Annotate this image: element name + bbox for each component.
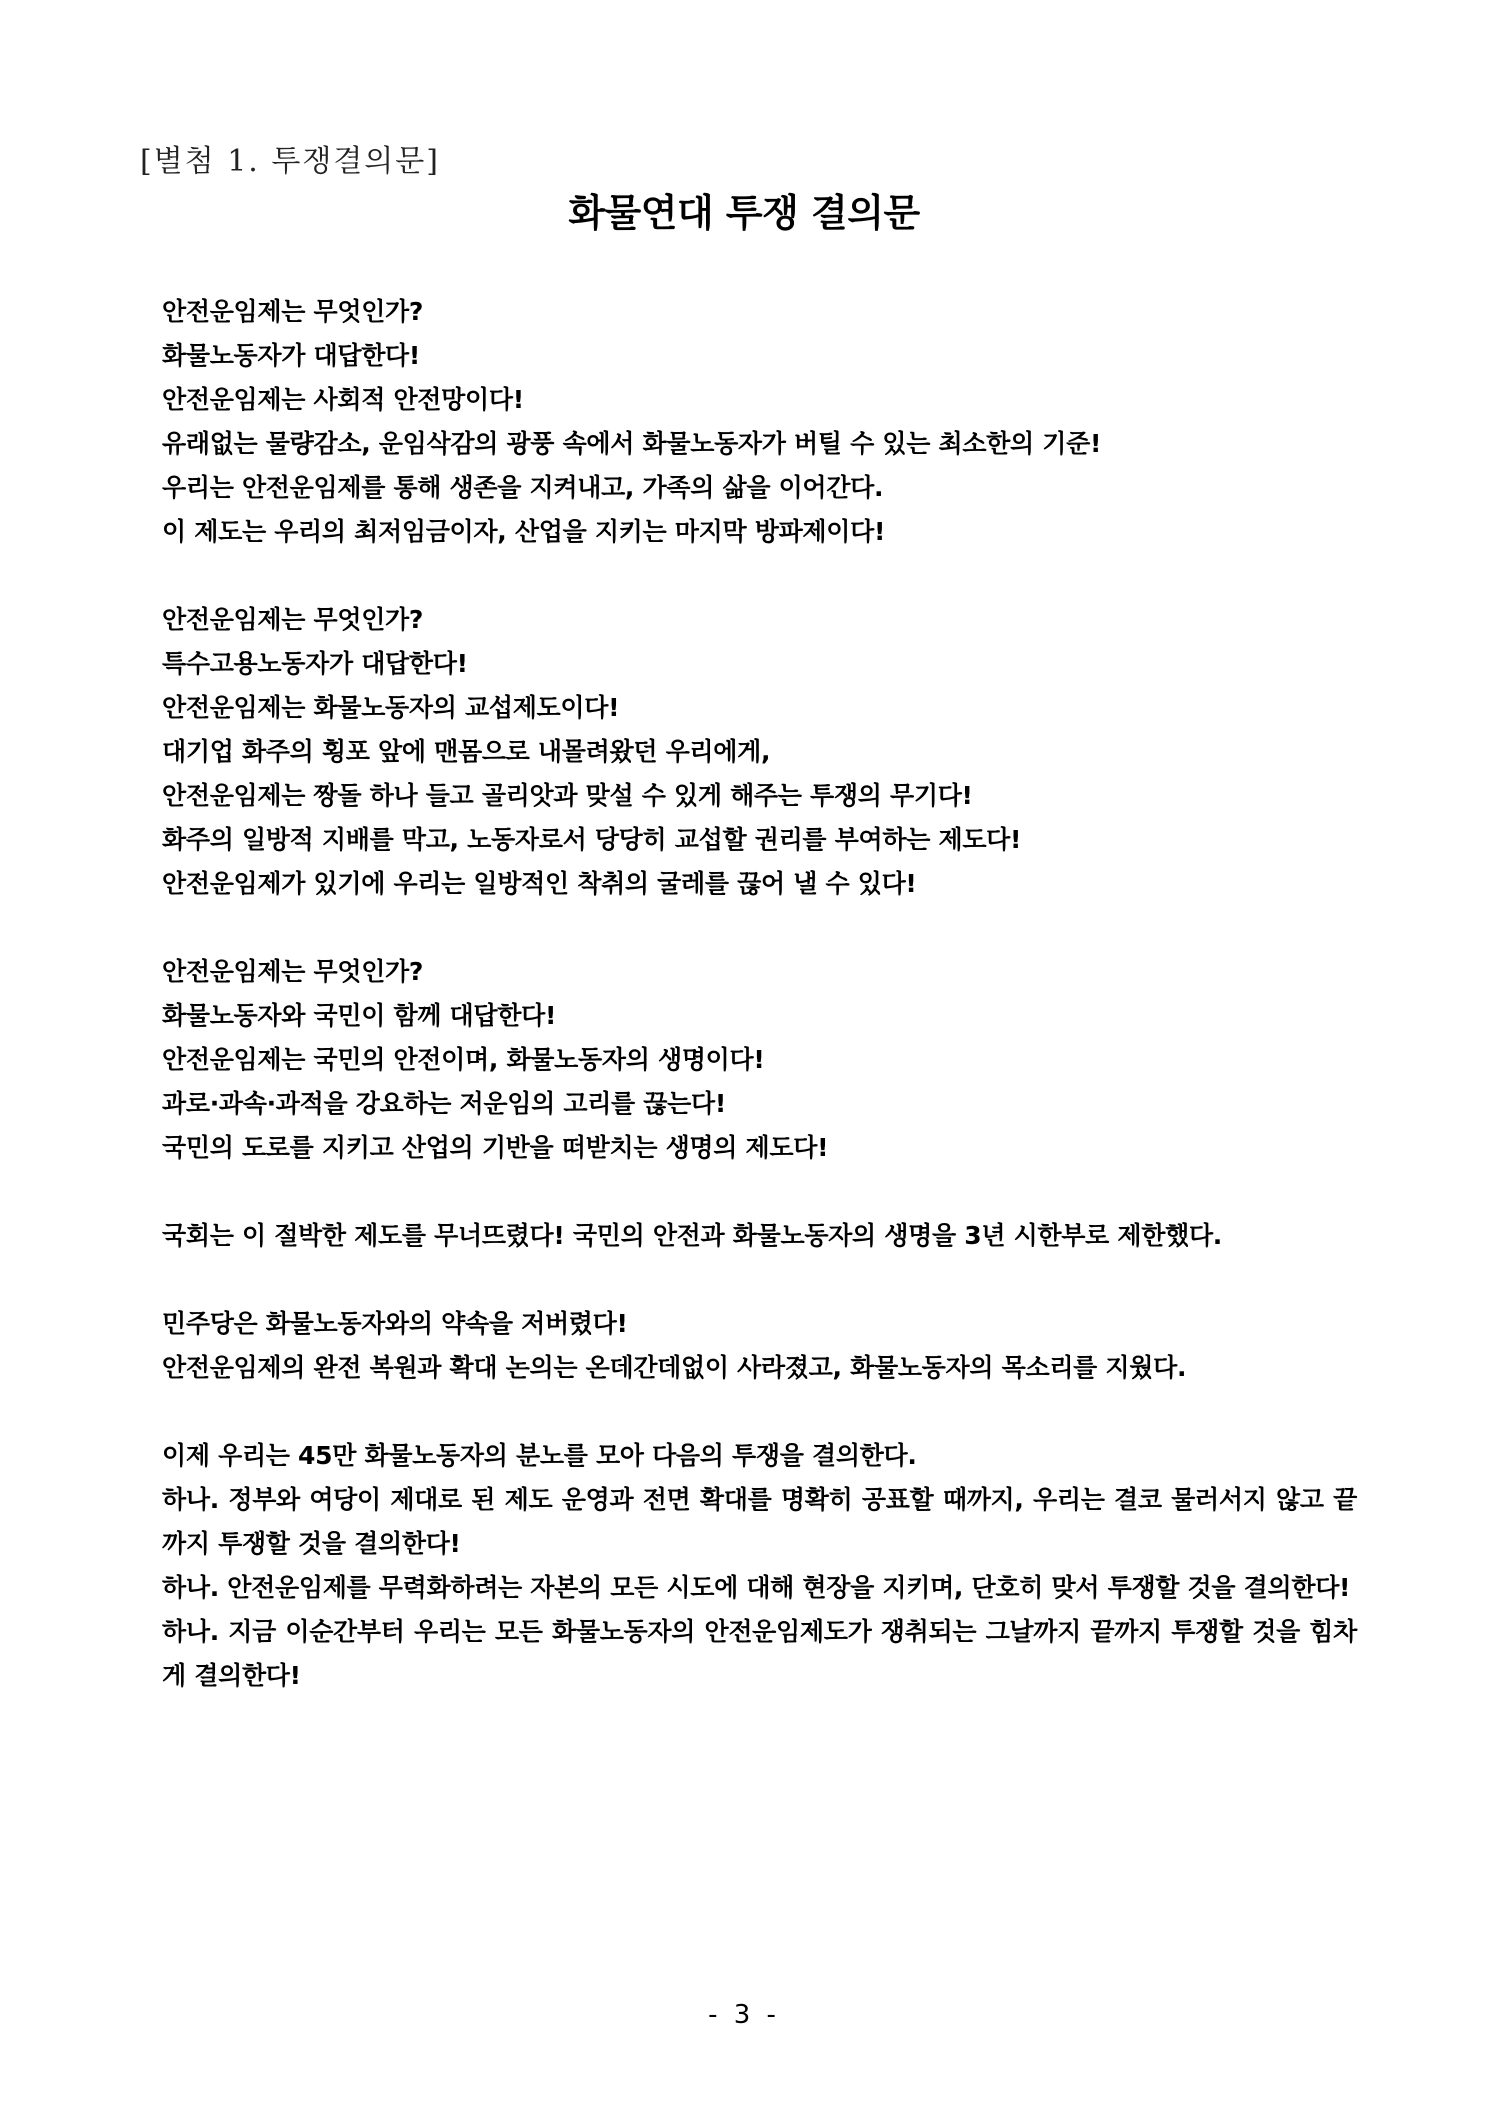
paragraph-3 xyxy=(162,950,1357,1170)
text-line: 안전운임제는 무엇인가? xyxy=(162,297,424,326)
text-line: 안전운임제의 완전 복원과 확대 논의는 온데간데없이 사라졌고, 화물노동자의 목소리를 지웠다. xyxy=(162,1353,1187,1382)
text-line: 대기업 화주의 횡포 앞에 맨몸으로 내몰려왔던 우리에게, xyxy=(162,737,771,766)
text-line: 안전운임제는 사회적 안전망이다! xyxy=(162,385,524,414)
text-line: 안전운임제는 국민의 안전이며, 화물노동자의 생명이다! xyxy=(162,1045,765,1074)
attachment-label: [별첨 1. 투쟁결의문] xyxy=(140,144,440,179)
text-line: 이 제도는 우리의 최저임금이자, 산업을 지키는 마지막 방파제이다! xyxy=(162,517,886,546)
text-line: 안전운임제는 무엇인가? xyxy=(162,957,424,986)
text-line: 특수고용노동자가 대답한다! xyxy=(162,649,468,678)
text-line: 화물노동자가 대답한다! xyxy=(162,341,421,370)
document-body xyxy=(162,290,1357,1742)
document-title: 화물연대 투쟁 결의문 xyxy=(568,191,920,235)
resolution-item: 하나. 지금 이순간부터 우리는 모든 화물노동자의 안전운임제도가 쟁취되는 그날까지 끝까지 투쟁할 것을 힘차게 결의한다! xyxy=(162,1617,1357,1690)
paragraph-5 xyxy=(162,1302,1357,1390)
text-line: 화주의 일방적 지배를 막고, 노동자로서 당당히 교섭할 권리를 부여하는 제도다! xyxy=(162,825,1022,854)
text-line: 안전운임제는 무엇인가? xyxy=(162,605,424,634)
text-line: 안전운임제는 화물노동자의 교섭제도이다! xyxy=(162,693,620,722)
paragraph-1 xyxy=(162,290,1357,554)
text-line: 우리는 안전운임제를 통해 생존을 지켜내고, 가족의 삶을 이어간다. xyxy=(162,473,884,502)
text-line: 안전운임제는 짱돌 하나 들고 골리앗과 맞설 수 있게 해주는 투쟁의 무기다! xyxy=(162,781,973,810)
text-line: 유래없는 물량감소, 운임삭감의 광풍 속에서 화물노동자가 버틸 수 있는 최소한의 기준! xyxy=(162,429,1102,458)
text-line: 민주당은 화물노동자와의 약속을 저버렸다! xyxy=(162,1309,628,1338)
paragraph-2 xyxy=(162,598,1357,906)
text-line: 안전운임제가 있기에 우리는 일방적인 착취의 굴레를 끊어 낼 수 있다! xyxy=(162,869,917,898)
resolution-item: 하나. 안전운임제를 무력화하려는 자본의 모든 시도에 대해 현장을 지키며, 단호히 맞서 투쟁할 것을 결의한다! xyxy=(162,1573,1351,1602)
text-line: 국회는 이 절박한 제도를 무너뜨렸다! 국민의 안전과 화물노동자의 생명을 3년 시한부로 제한했다. xyxy=(162,1221,1222,1250)
text-line: 국민의 도로를 지키고 산업의 기반을 떠받치는 생명의 제도다! xyxy=(162,1133,829,1162)
paragraph-4 xyxy=(162,1214,1357,1258)
page-number: - 3 - xyxy=(708,2000,780,2030)
text-line: 화물노동자와 국민이 함께 대답한다! xyxy=(162,1001,557,1030)
text-line: 이제 우리는 45만 화물노동자의 분노를 모아 다음의 투쟁을 결의한다. xyxy=(162,1441,917,1470)
resolution-paragraph xyxy=(162,1434,1357,1698)
text-line: 과로·과속·과적을 강요하는 저운임의 고리를 끊는다! xyxy=(162,1089,726,1118)
resolution-item: 하나. 정부와 여당이 제대로 된 제도 운영과 전면 확대를 명확히 공표할 때까지, 우리는 결코 물러서지 않고 끝까지 투쟁할 것을 결의한다! xyxy=(162,1485,1357,1558)
